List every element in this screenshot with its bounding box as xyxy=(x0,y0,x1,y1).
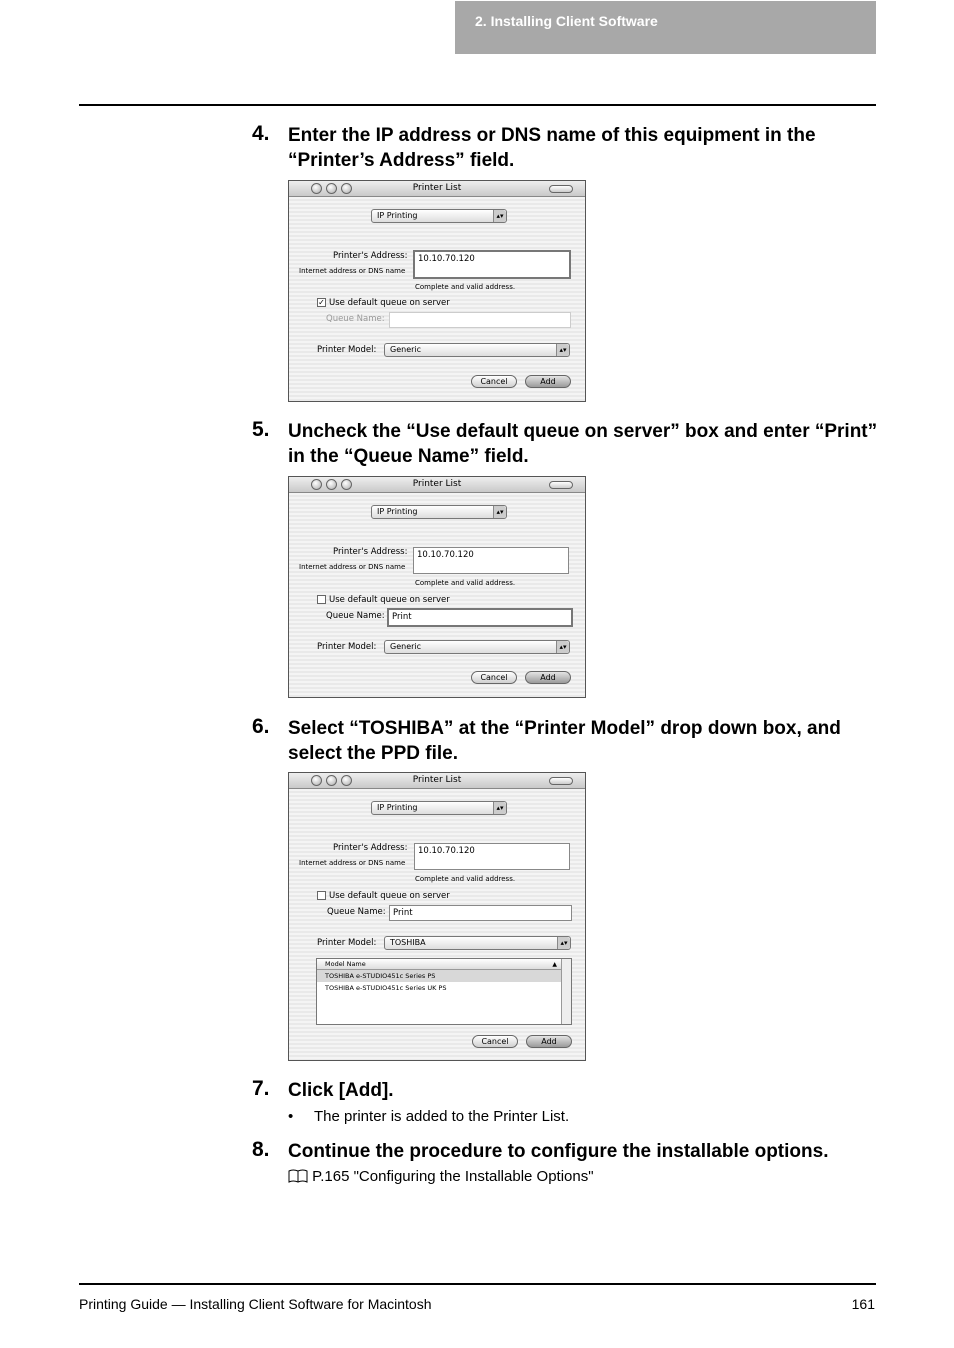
queue-label: Queue Name: xyxy=(326,611,385,621)
cancel-button[interactable]: Cancel xyxy=(471,671,517,684)
step-6-number: 6. xyxy=(252,715,270,738)
model-label: Printer Model: xyxy=(317,938,377,948)
step-8-text: Continue the procedure to configure the installable options. xyxy=(288,1141,829,1162)
popup-arrows-icon: ▴▾ xyxy=(557,937,570,949)
page-number: 161 xyxy=(851,1296,875,1312)
toolbar-toggle-icon[interactable] xyxy=(549,185,573,193)
protocol-popup[interactable]: IP Printing ▴▾ xyxy=(371,505,507,519)
address-status: Complete and valid address. xyxy=(415,875,516,883)
queue-input[interactable] xyxy=(389,312,571,328)
model-label: Printer Model: xyxy=(317,642,377,652)
model-list[interactable] xyxy=(316,958,572,1025)
model-list-scrollbar[interactable] xyxy=(561,959,571,1024)
model-label: Printer Model: xyxy=(317,345,377,355)
step-5-number: 5. xyxy=(252,418,270,441)
step-4-text: Enter the IP address or DNS name of this equipment in the “Printer’s Address” field. xyxy=(288,125,816,171)
dialog-titlebar xyxy=(289,477,585,493)
address-status: Complete and valid address. xyxy=(415,283,516,291)
address-label: Printer's Address: xyxy=(333,547,408,557)
protocol-popup[interactable]: IP Printing ▴▾ xyxy=(371,209,507,223)
top-divider xyxy=(79,104,876,106)
bullet-icon: • xyxy=(288,1108,294,1125)
address-label: Printer's Address: xyxy=(333,251,408,261)
footer-title: Printing Guide — Installing Client Software for Macintosh xyxy=(79,1296,432,1312)
dialog-titlebar xyxy=(289,773,585,789)
step-7-text: Click [Add]. xyxy=(288,1080,394,1101)
toolbar-toggle-icon[interactable] xyxy=(549,777,573,785)
default-queue-checkbox[interactable] xyxy=(317,891,326,900)
printer-list-dialog-step4 xyxy=(288,180,586,402)
address-hint: Internet address or DNS name xyxy=(299,267,406,275)
popup-arrows-icon: ▴▾ xyxy=(556,641,569,653)
queue-input[interactable]: Print xyxy=(389,905,572,921)
queue-label: Queue Name: xyxy=(326,314,385,324)
model-list-item[interactable]: TOSHIBA e-STUDIO451c Series PS xyxy=(317,970,571,982)
default-queue-label: Use default queue on server xyxy=(329,595,450,605)
dialog-titlebar xyxy=(289,181,585,197)
add-button[interactable]: Add xyxy=(526,1035,572,1048)
step-7-number: 7. xyxy=(252,1077,270,1100)
protocol-popup[interactable]: IP Printing ▴▾ xyxy=(371,801,507,815)
model-list-item[interactable]: TOSHIBA e-STUDIO451c Series UK PS xyxy=(325,984,447,992)
step-8-number: 8. xyxy=(252,1138,270,1161)
sort-ascending-icon: ▲ xyxy=(552,961,557,968)
address-hint: Internet address or DNS name xyxy=(299,859,406,867)
dialog-title: Printer List xyxy=(412,775,462,785)
section-header-tab xyxy=(455,1,876,54)
add-button[interactable]: Add xyxy=(525,375,571,388)
model-popup[interactable]: TOSHIBA ▴▾ xyxy=(384,936,571,950)
add-button[interactable]: Add xyxy=(525,671,571,684)
default-queue-label: Use default queue on server xyxy=(329,891,450,901)
address-label: Printer's Address: xyxy=(333,843,408,853)
step-7-bullet: • The printer is added to the Printer List. xyxy=(288,1108,570,1125)
step-5-text: Uncheck the “Use default queue on server” box and enter “Print” in the “Queue Name” field. xyxy=(288,421,878,467)
popup-arrows-icon: ▴▾ xyxy=(493,210,506,222)
book-icon xyxy=(288,1169,308,1183)
bottom-divider xyxy=(79,1283,876,1285)
address-input[interactable]: 10.10.70.120 xyxy=(413,547,569,574)
popup-arrows-icon: ▴▾ xyxy=(556,344,569,356)
queue-input[interactable]: Print xyxy=(387,608,573,627)
step-6-text: Select “TOSHIBA” at the “Printer Model” drop down box, and select the PPD file. xyxy=(288,718,841,764)
model-popup[interactable]: Generic ▴▾ xyxy=(384,640,570,654)
dialog-title: Printer List xyxy=(412,183,462,193)
toolbar-toggle-icon[interactable] xyxy=(549,481,573,489)
popup-arrows-icon: ▴▾ xyxy=(493,506,506,518)
dialog-title: Printer List xyxy=(412,479,462,489)
default-queue-checkbox[interactable]: ✓ xyxy=(318,298,325,307)
model-popup[interactable]: Generic ▴▾ xyxy=(384,343,570,357)
address-hint: Internet address or DNS name xyxy=(299,563,406,571)
step-4-number: 4. xyxy=(252,122,270,145)
model-list-header[interactable]: Model Name ▲ xyxy=(317,959,571,970)
printer-list-dialog-step6 xyxy=(288,772,586,1061)
section-title: 2. Installing Client Software xyxy=(475,13,658,29)
cancel-button[interactable]: Cancel xyxy=(472,1035,518,1048)
address-input[interactable]: 10.10.70.120 xyxy=(414,843,570,870)
cancel-button[interactable]: Cancel xyxy=(471,375,517,388)
printer-list-dialog-step5 xyxy=(288,476,586,698)
default-queue-checkbox[interactable] xyxy=(317,595,326,604)
address-input[interactable]: 10.10.70.120 xyxy=(413,250,571,279)
queue-label: Queue Name: xyxy=(327,907,386,917)
popup-arrows-icon: ▴▾ xyxy=(493,802,506,814)
default-queue-label: Use default queue on server xyxy=(329,298,450,308)
step-8-reference[interactable]: P.165 "Configuring the Installable Options" xyxy=(288,1168,594,1185)
address-status: Complete and valid address. xyxy=(415,579,516,587)
